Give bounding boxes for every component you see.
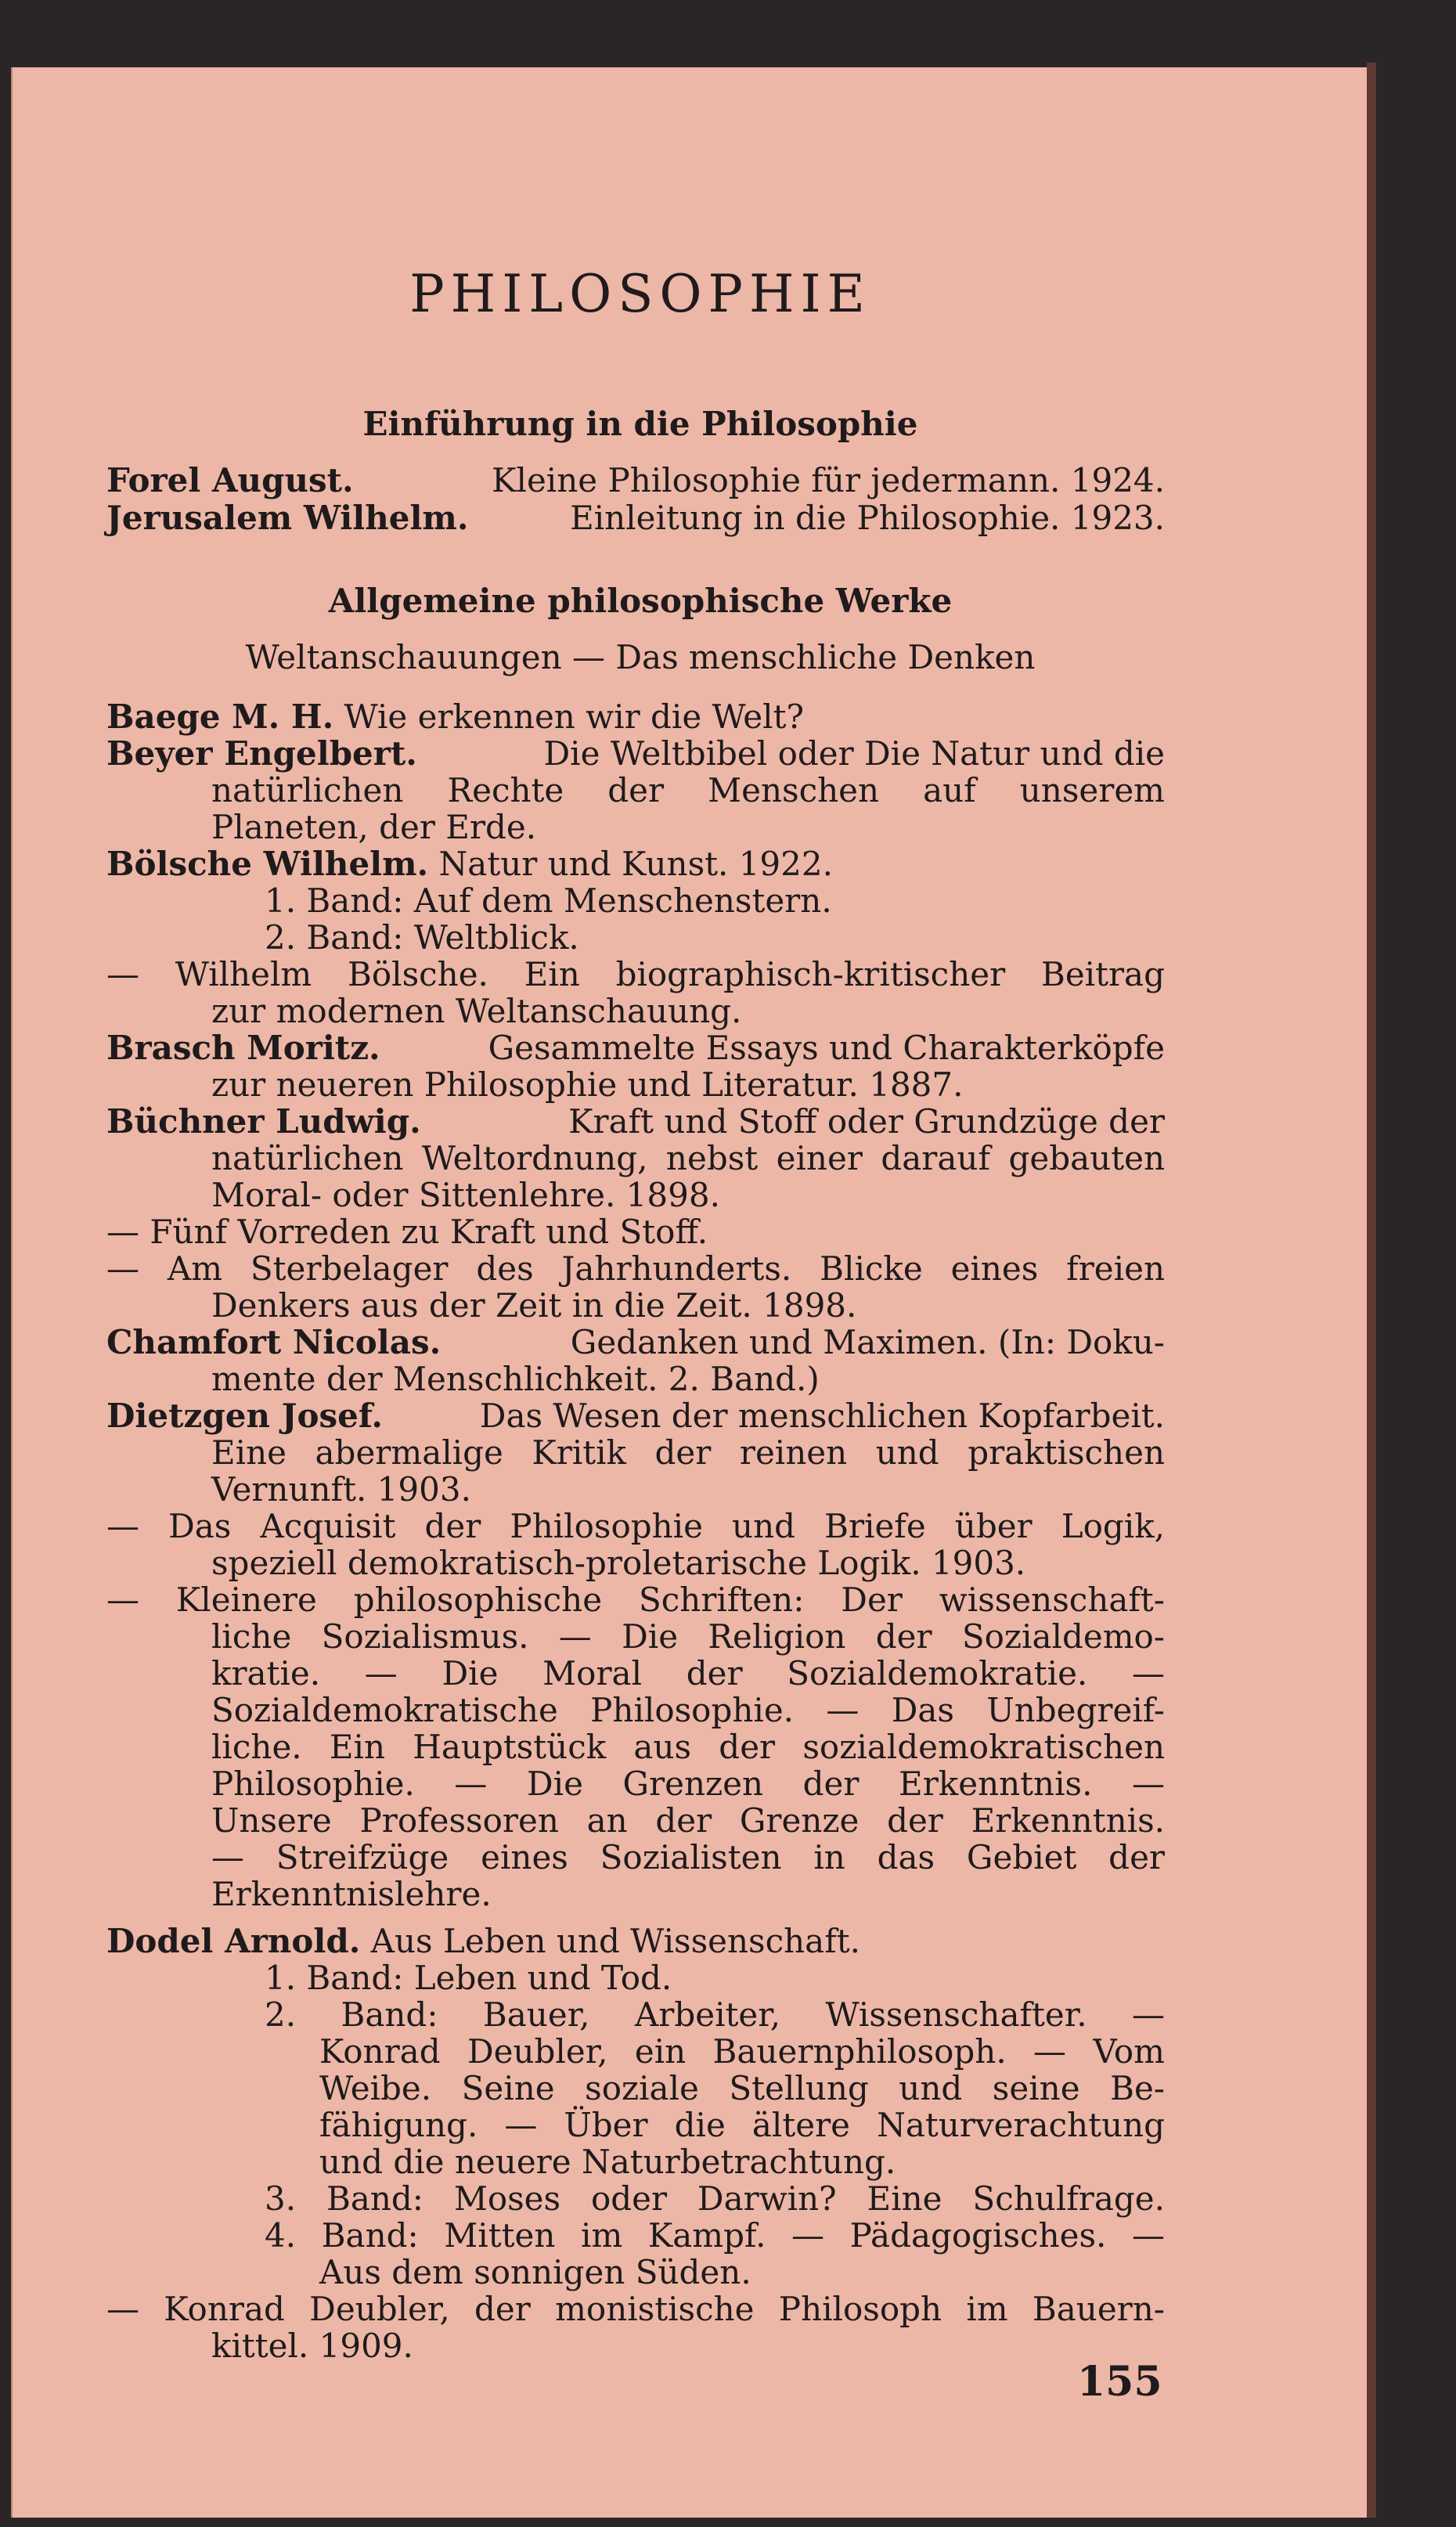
- entry-line: 4. Band: Mitten im Kampf. — Pädagogisches. —: [265, 2216, 1165, 2255]
- entry-line: [106, 1397, 1165, 1435]
- entry-line: Moral- oder Sittenlehre. 1898.: [211, 1176, 720, 1214]
- entry-line: liche Sozialismus. — Die Religion der Sozialdemo-: [211, 1617, 1165, 1656]
- entry-line: — Am Sterbelager des Jahrhunderts. Blicke eines freien: [106, 1249, 1165, 1288]
- entry-text: Kleine Philosophie für jedermann. 1924.: [492, 461, 1165, 499]
- entry-line: 1. Band: Auf dem Menschenstern.: [265, 881, 832, 920]
- page-title: PHILOSOPHIE: [409, 264, 871, 324]
- entry-line: [106, 462, 1165, 499]
- entry-text: Das Wesen der menschlichen Kopfarbeit.: [479, 1397, 1165, 1435]
- entry-text: Aus Leben und Wissenschaft.: [370, 1922, 860, 1960]
- entry-line: [106, 735, 1165, 773]
- entry-line: Konrad Deubler, ein Bauernphilosoph. — Vom: [319, 2032, 1165, 2071]
- author: Baege M. H.: [106, 698, 334, 736]
- entry-line: — Das Acquisit der Philosophie und Briefe über Logik,: [106, 1507, 1165, 1545]
- entry-line: speziell demokratisch-proletarische Logik. 1903.: [211, 1544, 1026, 1582]
- entry-line: [106, 845, 1165, 883]
- entry-text: Wie erkennen wir die Welt?: [344, 698, 804, 736]
- author: Bölsche Wilhelm.: [106, 845, 429, 883]
- entry-line: Weibe. Seine soziale Stellung und seine Be-: [319, 2069, 1165, 2107]
- entry-line: [106, 1324, 1165, 1361]
- entry-line: mente der Menschlichkeit. 2. Band.): [211, 1360, 820, 1398]
- entry-line: Aus dem sonnigen Süden.: [319, 2253, 751, 2291]
- page-edge: [1367, 63, 1376, 2518]
- entry-line: 3. Band: Moses oder Darwin? Eine Schulfrage.: [265, 2179, 1165, 2218]
- entry-line: [106, 1029, 1165, 1067]
- entry-line: und die neuere Naturbetrachtung.: [319, 2143, 896, 2181]
- entry-line: zur modernen Weltanschauung.: [211, 992, 742, 1030]
- entry-line: fähigung. — Über die ältere Naturverachtung: [319, 2106, 1165, 2144]
- entry-line: — Streifzüge eines Sozialisten in das Gebiet der: [211, 1838, 1165, 1876]
- entry-line: natürlichen Rechte der Menschen auf unserem: [211, 771, 1165, 809]
- entry-text: Gesammelte Essays und Charakterköpfe: [488, 1029, 1165, 1067]
- author: Forel August.: [106, 461, 354, 499]
- entry-line: Planeten, der Erde.: [211, 808, 537, 846]
- entry-line: Eine abermalige Kritik der reinen und praktischen: [211, 1433, 1165, 1472]
- author: Dodel Arnold.: [106, 1922, 361, 1960]
- entry-line: 2. Band: Bauer, Arbeiter, Wissenschafter. —: [265, 1995, 1165, 2034]
- author: Beyer Engelbert.: [106, 734, 417, 773]
- entry-line: [106, 499, 1165, 537]
- entry-line: — Kleinere philosophische Schriften: Der wissenschaft-: [106, 1581, 1165, 1619]
- entry-line: Vernunft. 1903.: [211, 1470, 471, 1509]
- entry-line: liche. Ein Hauptstück aus der sozialdemokratischen: [211, 1728, 1165, 1766]
- section-heading: Allgemeine philosophische Werke: [328, 582, 953, 620]
- entry-text: Einleitung in die Philosophie. 1923.: [570, 499, 1165, 537]
- entry-line: [106, 698, 1165, 736]
- entry-line: kittel. 1909.: [211, 2327, 413, 2365]
- entry-text: Kraft und Stoff oder Grundzüge der: [568, 1102, 1165, 1141]
- entry-line: Sozialdemokratische Philosophie. — Das Unbegreif-: [211, 1691, 1165, 1729]
- author: Jerusalem Wilhelm.: [106, 499, 469, 537]
- author: Dietzgen Josef.: [106, 1397, 384, 1435]
- entry-line: [106, 1923, 1165, 1960]
- author: Chamfort Nicolas.: [106, 1323, 441, 1361]
- entry-line: 2. Band: Weltblick.: [265, 918, 579, 957]
- entry-line: [106, 1103, 1165, 1141]
- section-subheading: Weltanschauungen — Das menschliche Denken: [245, 638, 1036, 676]
- entry-line: zur neueren Philosophie und Literatur. 1887.: [211, 1065, 964, 1104]
- entry-line: kratie. — Die Moral der Sozialdemokratie. —: [211, 1654, 1165, 1692]
- entry-line: — Fünf Vorreden zu Kraft und Stoff.: [106, 1213, 708, 1251]
- entry-text: Gedanken und Maximen. (In: Doku-: [570, 1323, 1165, 1361]
- entry-text: Die Weltbibel oder Die Natur und die: [543, 734, 1165, 773]
- entry-line: Philosophie. — Die Grenzen der Erkenntnis. —: [211, 1765, 1165, 1803]
- entry-line: — Wilhelm Bölsche. Ein biographisch-kritischer Beitrag: [106, 955, 1165, 993]
- entry-line: Erkenntnislehre.: [211, 1875, 492, 1913]
- entry-text: Natur und Kunst. 1922.: [438, 845, 833, 883]
- author: Büchner Ludwig.: [106, 1102, 421, 1141]
- entry-line: — Konrad Deubler, der monistische Philosoph im Bauern-: [106, 2290, 1165, 2328]
- page-number: 155: [1077, 2358, 1162, 2406]
- section-heading: Einführung in die Philosophie: [362, 405, 918, 443]
- book-page: [11, 67, 1368, 2518]
- author: Brasch Moritz.: [106, 1029, 380, 1067]
- entry-line: natürlichen Weltordnung, nebst einer darauf gebauten: [211, 1139, 1165, 1177]
- entry-line: Denkers aus der Zeit in die Zeit. 1898.: [211, 1286, 857, 1325]
- entry-line: Unsere Professoren an der Grenze der Erkenntnis.: [211, 1801, 1165, 1840]
- entry-line: 1. Band: Leben und Tod.: [265, 1959, 672, 1997]
